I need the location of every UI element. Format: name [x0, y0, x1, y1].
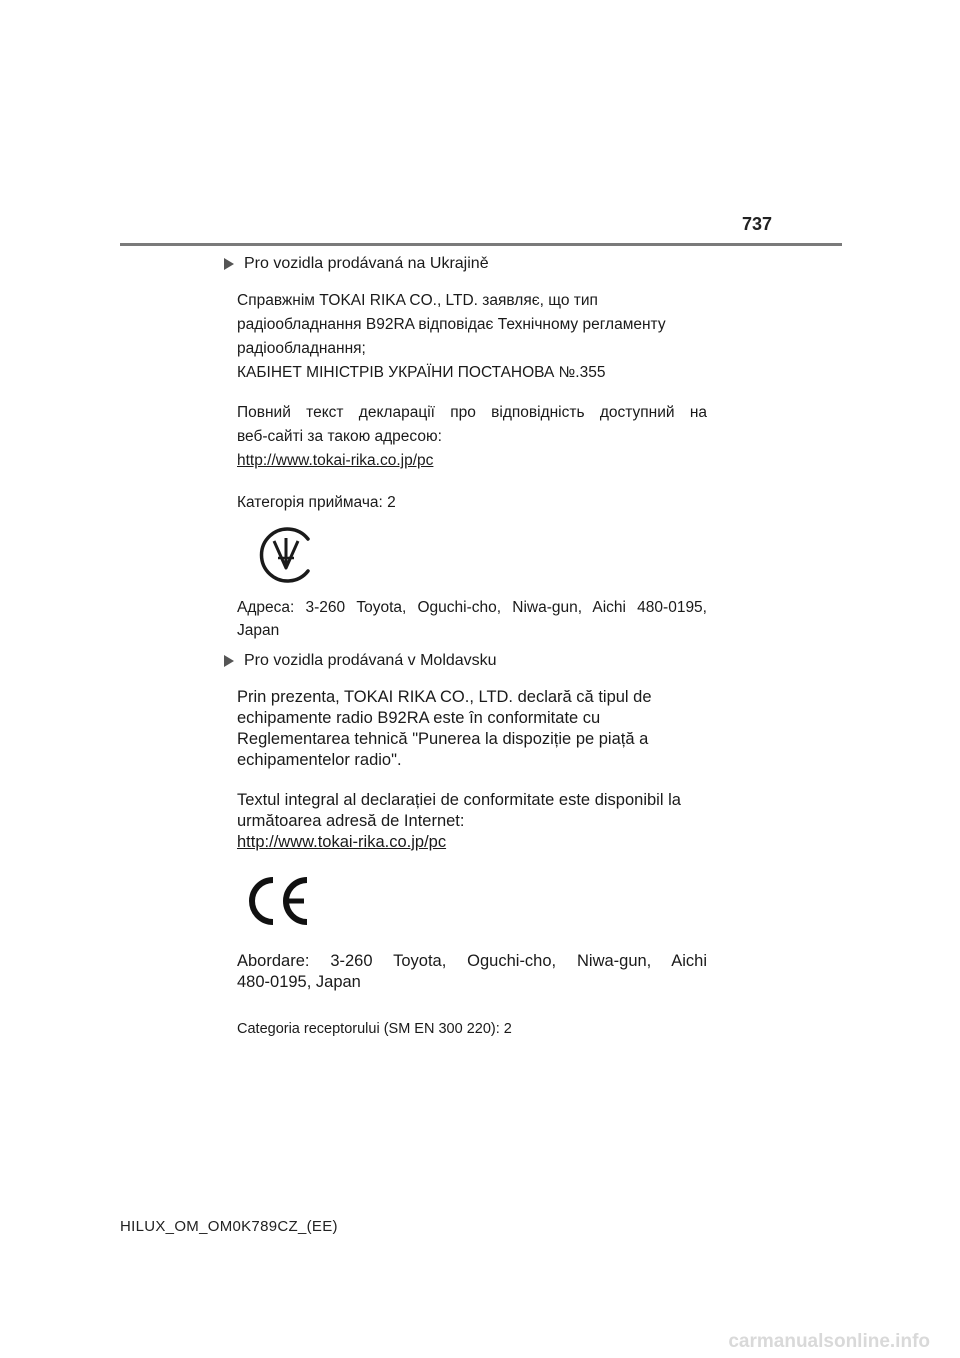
ukraine-declaration-line: радіообладнання B92RA відповідає Технічному регламенту [237, 316, 666, 333]
section-heading-moldova [222, 652, 497, 670]
section-heading-ukraine-label: Pro vozidla prodávaná na Ukrajině [244, 255, 489, 272]
moldova-fulltext-line: următoarea adresă de Internet: [237, 812, 465, 830]
ukraine-address-line: Japan [237, 622, 280, 639]
document-footer-code: HILUX_OM_OM0K789CZ_(EE) [120, 1218, 338, 1235]
triangle-bullet-icon [224, 258, 234, 270]
header-rule [120, 243, 842, 246]
ukraine-declaration [237, 289, 707, 385]
section-heading-ukraine [222, 255, 489, 273]
ukraine-declaration-line: КАБІНЕТ МІНІСТРІВ УКРАЇНИ ПОСТАНОВА №.355 [237, 364, 606, 381]
moldova-address-line: Abordare: 3-260 Toyota, Oguchi-cho, Niwa-gun, Aichi [237, 952, 707, 970]
moldova-address [237, 951, 707, 993]
ukraine-fulltext-line: Повний текст декларації про відповідність доступний на [237, 404, 707, 421]
ukraine-address [237, 596, 707, 642]
page-number: 737 [741, 214, 772, 234]
ukraine-receiver-category: Категорія приймача: 2 [237, 494, 396, 511]
ukraine-declaration-line: радіообладнання; [237, 340, 366, 357]
moldova-fulltext-line: Textul integral al declarației de conformitate este disponibil la [237, 791, 681, 809]
ukraine-url-link[interactable]: http://www.tokai-rika.co.jp/pc [237, 452, 434, 469]
moldova-declaration-line: Reglementarea tehnică "Punerea la dispoziție pe piață a [237, 730, 649, 748]
moldova-receiver-category: Categoria receptorului (SM EN 300 220): 2 [237, 1021, 512, 1037]
moldova-fulltext [237, 790, 707, 853]
ukraine-address-line: Адреса: 3-260 Toyota, Oguchi-cho, Niwa-gun, Aichi 480-0195, [237, 599, 707, 616]
triangle-bullet-icon [224, 655, 234, 667]
moldova-address-line: 480-0195, Japan [237, 973, 361, 991]
moldova-declaration-line: Prin prezenta, TOKAI RIKA CO., LTD. declară că tipul de [237, 688, 652, 706]
moldova-url-link[interactable]: http://www.tokai-rika.co.jp/pc [237, 833, 447, 851]
ukraine-fulltext-line: веб-сайті за такою адресою: [237, 428, 442, 445]
moldova-declaration [237, 687, 707, 771]
moldova-declaration-line: echipamentelor radio". [237, 751, 402, 769]
ce-mark-icon [244, 876, 312, 931]
ukraine-declaration-line: Справжнім TOKAI RIKA CO., LTD. заявляє, що тип [237, 292, 598, 309]
moldova-declaration-line: echipamente radio B92RA este în conformitate cu [237, 709, 601, 727]
ukraine-fulltext [237, 401, 707, 473]
section-heading-moldova-label: Pro vozidla prodávaná v Moldavsku [244, 652, 497, 669]
site-watermark: carmanualsonline.info [728, 1331, 930, 1352]
ukrsepro-mark-icon [256, 524, 316, 591]
